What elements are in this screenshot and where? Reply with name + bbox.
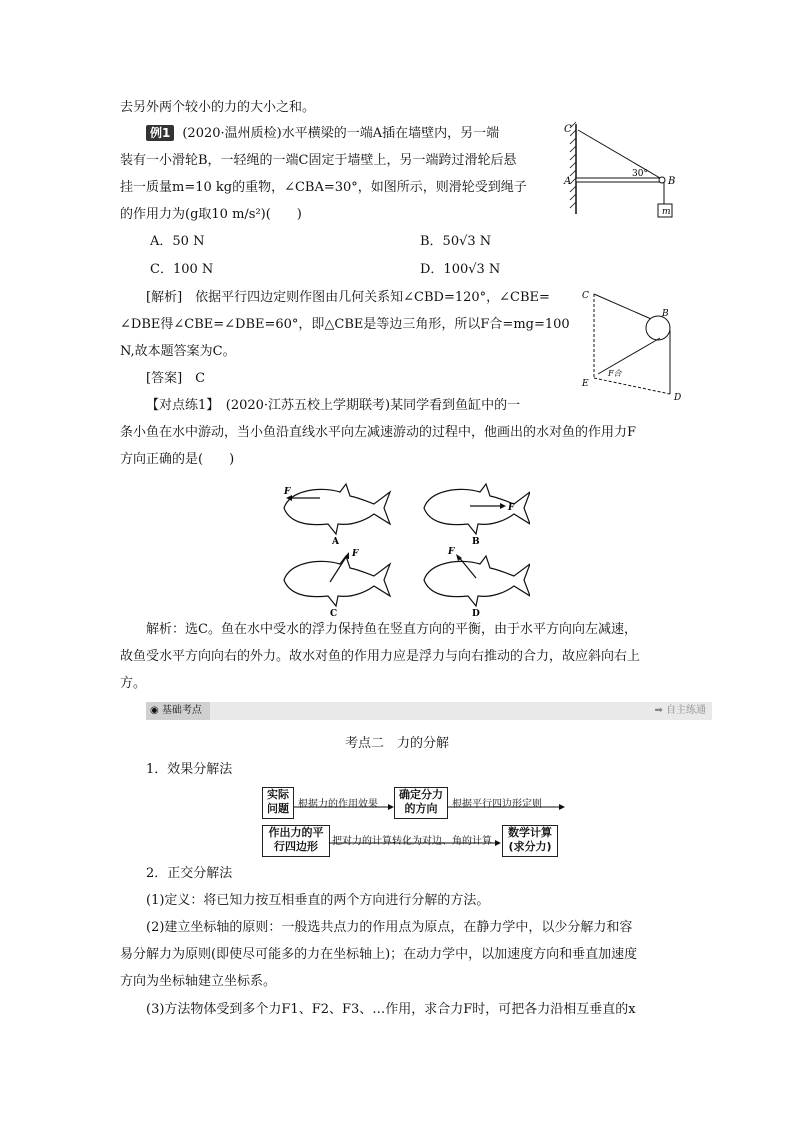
figure-beam-pulley: [558, 118, 690, 226]
flow-arrow-3-label: 把对力的计算转化为对边、角的计算: [332, 836, 492, 847]
answer-line: [答案] C: [146, 371, 206, 386]
flow-arrow-2-label: 根据平行四边形定则: [452, 799, 542, 810]
method2-p2-line3: 方向为坐标轴建立坐标系。: [120, 974, 277, 989]
fish-c: [284, 549, 390, 616]
fig2-D: D: [674, 393, 682, 403]
flow-box-1: 实际 问题: [262, 787, 294, 819]
fig2-F: F合: [608, 369, 622, 378]
svg-text:F: F: [448, 547, 455, 557]
fig1-C: C: [564, 124, 572, 135]
method2-p3: (3)方法物体受到多个力F1、F2、F3、…作用，求合力F时，可把各力沿相互垂直的x: [146, 1002, 636, 1017]
analysis-line3: N,故本题答案为C。: [120, 344, 236, 359]
method2-p2-line2: 易分解力为原则(即使尽可能多的力在坐标轴上)；在动力学中，以加速度方向和垂直加速度: [120, 947, 638, 962]
solution-line1: 解析：选C。鱼在水中受水的浮力保持鱼在竖直方向的平衡，由于水平方向向左减速，: [146, 622, 637, 637]
method1-title: 1．效果分解法: [146, 762, 233, 777]
flow-box-2: 确定分力 的方向: [394, 787, 448, 819]
flow-arrow-2: [447, 803, 565, 811]
fish-d: [424, 547, 530, 616]
fig1-B: B: [668, 176, 676, 187]
fish-b: [424, 484, 530, 547]
practice-line1: 【对点练1】 (2020·江苏五校上学期联考)某同学看到鱼缸中的一: [146, 398, 521, 413]
svg-text:F: F: [284, 487, 291, 497]
example1-line2: 装有一小滑轮B，一轻绳的一端C固定于墙壁上，另一端跨过滑轮后悬: [120, 153, 517, 168]
fig2-C: C: [582, 291, 589, 301]
banner-left: ◉ 基础考点: [146, 702, 210, 720]
flow-arrow-3: [329, 839, 501, 847]
option-c: C．100 N: [150, 262, 214, 277]
intro-line: 去另外两个较小的力的大小之和。: [120, 100, 316, 115]
practice-line2: 条小鱼在水中游动，当小鱼沿直线水平向左减速游动的过程中，他画出的水对鱼的作用力F: [120, 425, 637, 440]
method2-p2-line1: (2)建立坐标轴的原则：一般选共点力的作用点为原点，在静力学中，以少分解力和容: [146, 920, 633, 935]
fig2-B: B: [662, 309, 669, 319]
analysis-line2: ∠DBE得∠CBE=∠DBE=60°，即△CBE是等边三角形，所以F合=mg=100: [120, 317, 570, 332]
fig2-E: E: [582, 379, 589, 389]
fish-label-c: C: [330, 609, 338, 616]
fish-label-b: B: [472, 537, 480, 547]
method2-p1: (1)定义：将已知力按互相垂直的两个方向进行分解的方法。: [146, 893, 490, 908]
fish-label-a: A: [332, 537, 339, 547]
fig1-m: m: [662, 207, 671, 217]
option-a: A．50 N: [150, 234, 205, 249]
option-d: D．100√3 N: [420, 262, 501, 277]
practice-line3: 方向正确的是( ): [120, 452, 235, 467]
example1-line1: 例1 (2020·温州质检)水平横梁的一端A插在墙壁内，另一端: [146, 124, 499, 144]
fig1-A: A: [564, 176, 572, 187]
svg-text:F: F: [508, 503, 515, 513]
banner-right: ➡ 自主练通: [654, 705, 706, 716]
figure-fish-options: [270, 474, 530, 616]
analysis-line1: [解析] 依据平行四边定则作图由几何关系知∠CBD=120°，∠CBE=: [146, 290, 550, 305]
svg-text:F: F: [352, 549, 359, 559]
fig1-angle: 30°: [632, 169, 648, 179]
flow-box-4: 数学计算 (求分力): [502, 825, 558, 857]
example-label: 例1: [146, 125, 174, 141]
solution-line3: 方。: [120, 676, 147, 691]
fish-a: [283, 484, 390, 547]
section-title: 考点二 力的分解: [344, 736, 449, 751]
example1-line4: 的作用力为(g取10 m/s²)( ): [120, 207, 302, 222]
solution-line2: 故鱼受水平方向向右的外力。故水对鱼的作用力应是浮力与向右推动的合力，故应斜向右上: [120, 649, 641, 664]
figure-force-parallelogram: [578, 286, 698, 404]
flow-arrow-1-label: 根据力的作用效果: [298, 799, 378, 810]
flow-box-3: 作出力的平 行四边形: [262, 825, 330, 857]
fish-label-d: D: [472, 609, 480, 616]
example1-line3: 挂一质量m=10 kg的重物，∠CBA=30°，如图所示，则滑轮受到绳子: [120, 180, 527, 195]
method2-title: 2．正交分解法: [146, 866, 233, 881]
flow-arrow-1: [294, 803, 394, 811]
option-b: B．50√3 N: [420, 234, 492, 249]
section-banner: [146, 702, 712, 720]
